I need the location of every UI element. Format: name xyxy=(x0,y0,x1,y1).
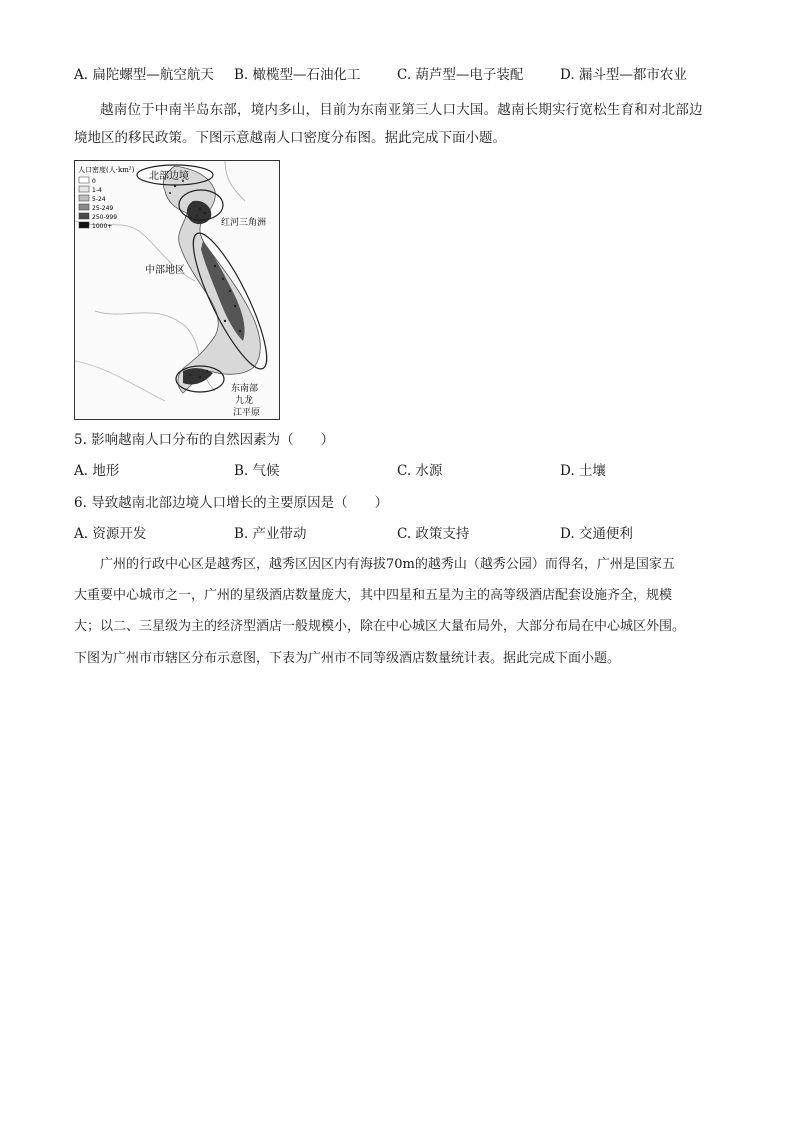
q4-option-a[interactable]: A. 扁陀螺型—航空航天 xyxy=(74,67,214,83)
q5-option-c[interactable]: C. 水源 xyxy=(397,463,443,479)
border-line xyxy=(75,361,165,401)
passage1-line1: 越南位于中南半岛东部，境内多山，目前为东南亚第三人口大国。越南长期实行宽松生育和对北部边 xyxy=(100,102,703,118)
legend-swatch xyxy=(79,186,89,192)
label-red-river: 红河三角洲 xyxy=(221,218,267,228)
map-svg xyxy=(75,161,279,419)
map-legend xyxy=(78,165,135,230)
vietnam-population-density-map xyxy=(74,160,280,420)
legend-swatch xyxy=(79,222,89,228)
q5-option-b[interactable]: B. 气候 xyxy=(234,463,280,479)
label-north-border: 北部边境 xyxy=(149,171,189,182)
q4-option-c[interactable]: C. 葫芦型—电子装配 xyxy=(397,67,524,83)
legend-label: 1-4 xyxy=(92,187,102,194)
q5-option-d[interactable]: D. 土壤 xyxy=(560,463,606,479)
border-line xyxy=(225,161,245,201)
passage2-line3: 大；以二、三星级为主的经济型酒店一般规模小，除在中心城区大量布局外，大部分布局在中心城区外围。 xyxy=(74,619,686,634)
label-mekong-2: 江平原 xyxy=(233,408,261,418)
q4-option-d[interactable]: D. 漏斗型—都市农业 xyxy=(560,67,687,83)
legend-swatch xyxy=(79,195,89,201)
label-mekong-1: 九龙 xyxy=(235,396,254,406)
legend-swatch xyxy=(79,177,89,183)
legend-label: 0 xyxy=(92,178,96,185)
q4-option-b[interactable]: B. 橄榄型—石油化工 xyxy=(234,67,361,83)
legend-label: 250-999 xyxy=(92,214,118,221)
q6-stem: 6. 导致越南北部边境人口增长的主要原因是（ ） xyxy=(74,495,389,511)
passage2-line1: 广州的行政中心区是越秀区，越秀区因区内有海拔70m的越秀山（越秀公园）而得名，广州是国家五 xyxy=(100,557,675,572)
q5-stem: 5. 影响越南人口分布的自然因素为（ ） xyxy=(74,432,335,448)
legend-swatch xyxy=(79,204,89,210)
label-central: 中部地区 xyxy=(145,265,185,276)
passage2-line4: 下图为广州市市辖区分布示意图，下表为广州市不同等级酒店数量统计表。据此完成下面小题。 xyxy=(74,651,621,666)
legend-label: 1000+ xyxy=(92,223,113,230)
legend-label: 25-249 xyxy=(92,205,114,212)
legend-title: 人口密度(人·km²) xyxy=(78,166,135,174)
label-southeast: 东南部 xyxy=(231,384,259,394)
passage2-line2: 大重要中心城市之一，广州的星级酒店数量庞大，其中四星和五星为主的高等级酒店配套设施齐全，规模 xyxy=(74,588,673,603)
q6-option-b[interactable]: B. 产业带动 xyxy=(234,526,307,542)
q5-option-a[interactable]: A. 地形 xyxy=(74,463,120,479)
q6-option-c[interactable]: C. 政策支持 xyxy=(397,526,470,542)
q6-option-d[interactable]: D. 交通便利 xyxy=(560,526,633,542)
q6-option-a[interactable]: A. 资源开发 xyxy=(74,526,147,542)
passage1-line2: 境地区的移民政策。下图示意越南人口密度分布图。据此完成下面小题。 xyxy=(74,130,506,146)
legend-swatch xyxy=(79,213,89,219)
legend-label: 5-24 xyxy=(92,196,106,203)
